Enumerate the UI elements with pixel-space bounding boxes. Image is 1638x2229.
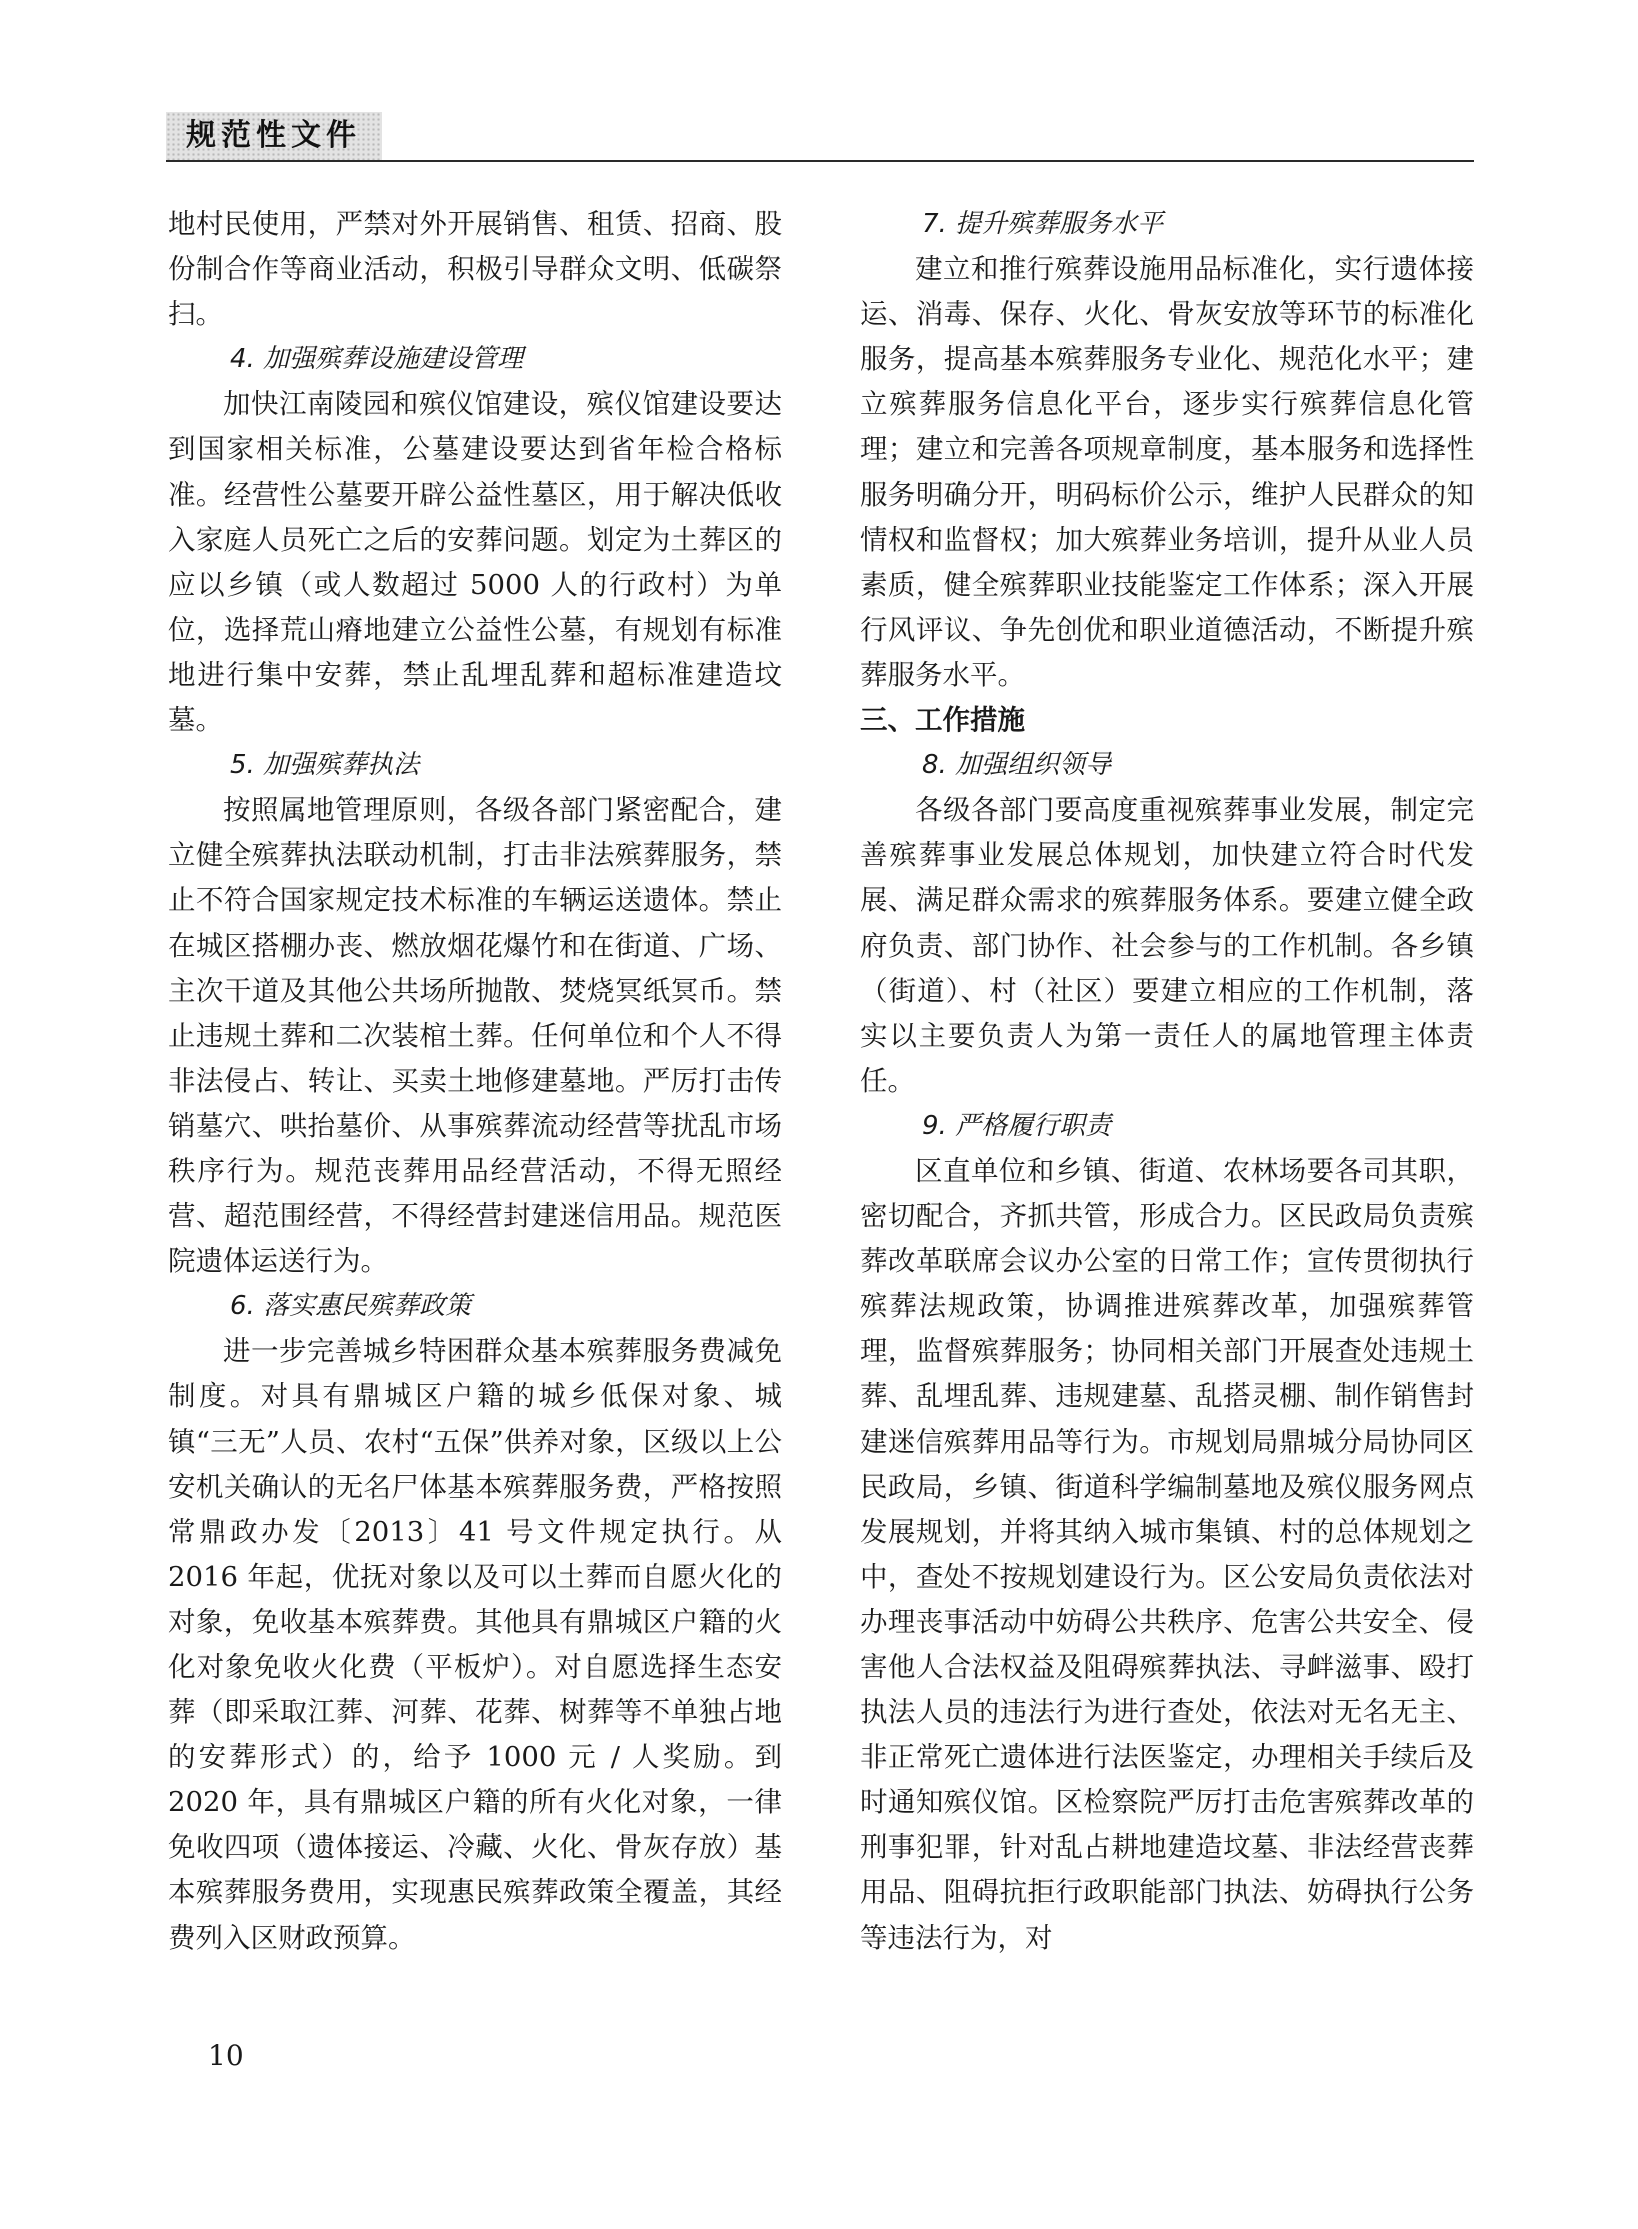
paragraph-continued: 地村民使用，严禁对外开展销售、租赁、招商、股份制合作等商业活动，积极引导群众文明、低碳祭扫。	[168, 208, 782, 331]
paragraph-9: 区直单位和乡镇、街道、农林场要各司其职，密切配合，齐抓共管，形成合力。区民政局负责殡葬改革联席会议办公室的日常工作；宣传贯彻执行殡葬法规政策，协调推进殡葬改革，加强殡葬管理，监督殡葬服务；协同相关部门开展查处违规土葬、乱埋乱葬、违规建墓、乱搭灵棚、制作销售封建迷信殡葬用品等行为。市规划局鼎城分局协同区民政局，乡镇、街道科学编制墓地及殡仪服务网点发展规划，并将其纳入城市集镇、村的总体规划之中，查处不按规划建设行为。区公安局负责依法对办理丧事活动中妨碍公共秩序、危害公共安全、侵害他人合法权益及阻碍殡葬执法、寻衅滋事、殴打执法人员的违法行为进行查处，依法对无名无主、非正常死亡遗体进行法医鉴定，办理相关手续后及时通知殡仪馆。区检察院严厉打击危害殡葬改革的刑事犯罪，针对乱占耕地建造坟墓、非法经营丧葬用品、阻碍抗拒行政职能部门执法、妨碍执行公务等违法行为，对	[860, 1154, 1474, 1954]
subheading-6: 6. 落实惠民殡葬政策	[230, 1291, 472, 1322]
left-column	[168, 202, 782, 1961]
subheading-5: 5. 加强殡葬执法	[230, 750, 420, 781]
page-number: 10	[208, 2039, 244, 2072]
paragraph-4: 加快江南陵园和殡仪馆建设，殡仪馆建设要达到国家相关标准，公墓建设要达到省年检合格标准。经营性公墓要开辟公益性墓区，用于解决低收入家庭人员死亡之后的安葬问题。划定为土葬区的应以乡镇（或人数超过 5000 人的行政村）为单位，选择荒山瘠地建立公益性公墓，有规划有标准地进行集中安葬，禁止乱埋乱葬和超标准建造坟墓。	[168, 388, 782, 737]
subheading-8: 8. 加强组织领导	[922, 750, 1112, 781]
paragraph-6: 进一步完善城乡特困群众基本殡葬服务费减免制度。对具有鼎城区户籍的城乡低保对象、城镇“三无”人员、农村“五保”供养对象，区级以上公安机关确认的无名尸体基本殡葬服务费，严格按照常鼎政办发〔2013〕41 号文件规定执行。从 2016 年起，优抚对象以及可以土葬而自愿火化的对象，免收基本殡葬费。其他具有鼎城区户籍的火化对象免收火化费（平板炉）。对自愿选择生态安葬（即采取江葬、河葬、花葬、树葬等不单独占地的安葬形式）的，给予 1000 元 / 人奖励。到 2020 年，具有鼎城区户籍的所有火化对象，一律免收四项（遗体接运、冷藏、火化、骨灰存放）基本殡葬服务费用，实现惠民殡葬政策全覆盖，其经费列入区财政预算。	[168, 1335, 782, 1954]
paragraph-5: 按照属地管理原则，各级各部门紧密配合，建立健全殡葬执法联动机制，打击非法殡葬服务，禁止不符合国家规定技术标准的车辆运送遗体。禁止在城区搭棚办丧、燃放烟花爆竹和在街道、广场、主次干道及其他公共场所抛散、焚烧冥纸冥币。禁止违规土葬和二次装棺土葬。任何单位和个人不得非法侵占、转让、买卖土地修建墓地。严厉打击传销墓穴、哄抬墓价、从事殡葬流动经营等扰乱市场秩序行为。规范丧葬用品经营活动，不得无照经营、超范围经营，不得经营封建迷信用品。规范医院遗体运送行为。	[168, 794, 782, 1278]
paragraph-7: 建立和推行殡葬设施用品标准化，实行遗体接运、消毒、保存、火化、骨灰安放等环节的标准化服务，提高基本殡葬服务专业化、规范化水平；建立殡葬服务信息化平台，逐步实行殡葬信息化管理；建立和完善各项规章制度，基本服务和选择性服务明确分开，明码标价公示，维护人民群众的知情权和监督权；加大殡葬业务培训，提升从业人员素质，健全殡葬职业技能鉴定工作体系；深入开展行风评议、争先创优和职业道德活动，不断提升殡葬服务水平。	[860, 253, 1474, 691]
paragraph-8: 各级各部门要高度重视殡葬事业发展，制定完善殡葬事业发展总体规划，加快建立符合时代发展、满足群众需求的殡葬服务体系。要建立健全政府负责、部门协作、社会参与的工作机制。各乡镇（街道）、村（社区）要建立相应的工作机制，落实以主要负责人为第一责任人的属地管理主体责任。	[860, 794, 1474, 1097]
subheading-7: 7. 提升殡葬服务水平	[922, 209, 1164, 239]
header-section-label: 规范性文件	[186, 118, 361, 153]
subheading-4: 4. 加强殡葬设施建设管理	[230, 344, 524, 375]
header-divider	[166, 160, 1474, 162]
subheading-9: 9. 严格履行职责	[922, 1110, 1112, 1141]
right-column	[860, 202, 1474, 1961]
section-heading-3: 三、工作措施	[860, 704, 1025, 737]
